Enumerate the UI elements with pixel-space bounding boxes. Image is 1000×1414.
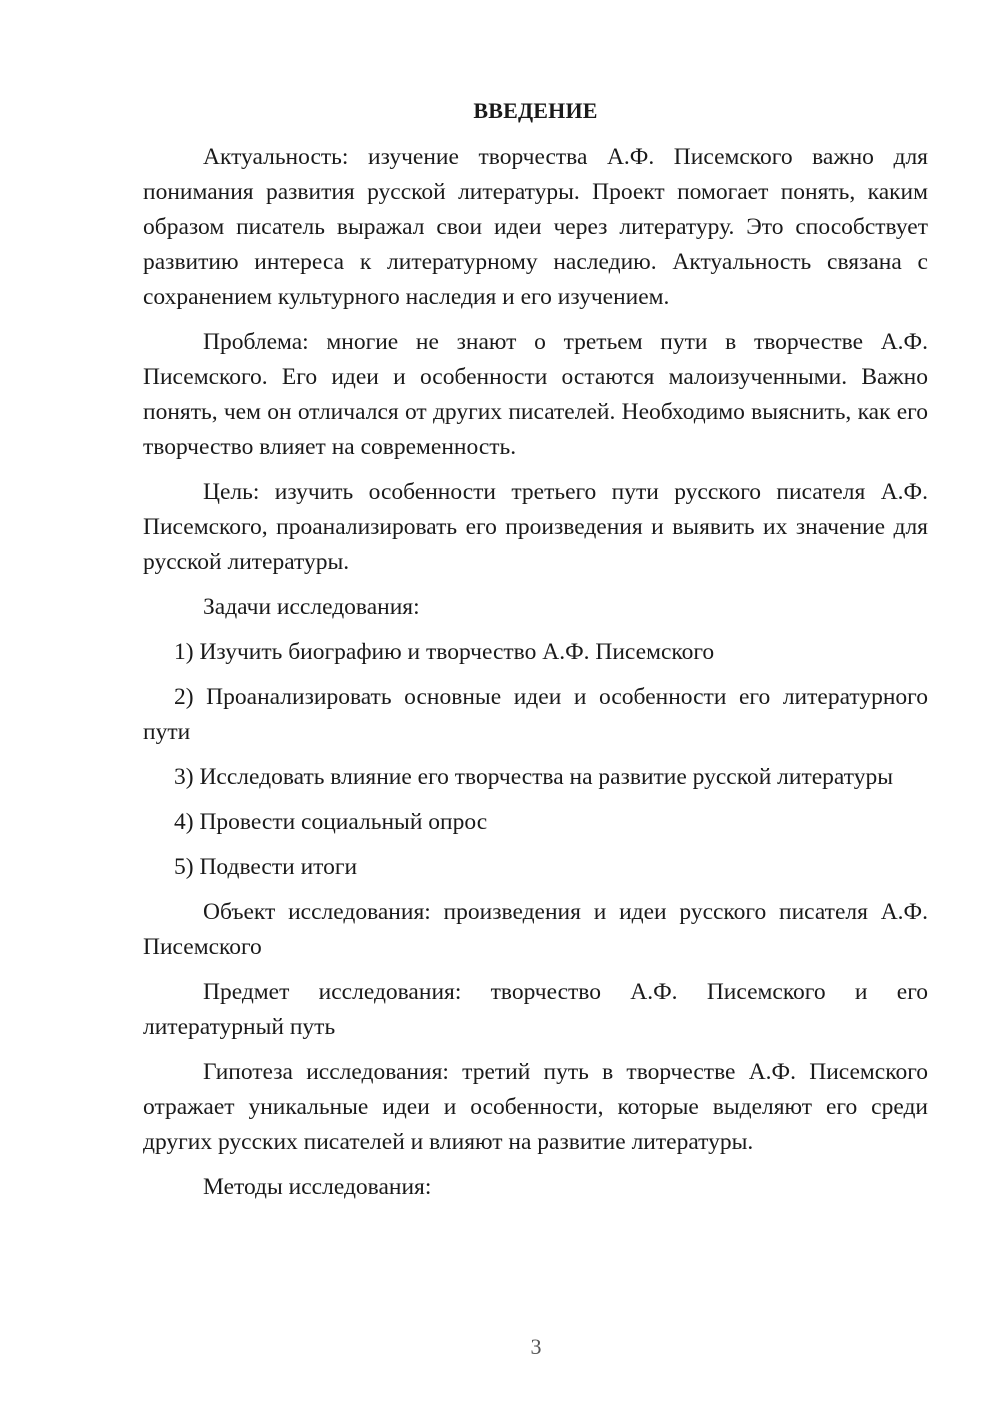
tasks-heading: Задачи исследования: — [203, 594, 420, 620]
task-item-2: 2) Проанализировать основные идеи и особенности его литературного пути — [143, 684, 928, 745]
task-item-4: 4) Провести социальный опрос — [174, 809, 488, 835]
methods-heading: Методы исследования: — [203, 1174, 432, 1200]
page-number: 3 — [530, 1334, 542, 1359]
task-item-3: 3) Исследовать влияние его творчества на развитие русской литературы — [174, 764, 893, 790]
paragraph-goal: Цель: изучить особенности третьего пути русского писателя А.Ф. Писемского, проанализировать его произведения и выявить их значение для русской литературы. — [143, 479, 928, 575]
task-item-1: 1) Изучить биографию и творчество А.Ф. Писемского — [174, 639, 715, 665]
paragraph-subject: Предмет исследования: творчество А.Ф. Писемского и его литературный путь — [143, 979, 928, 1040]
task-item-5: 5) Подвести итоги — [174, 854, 358, 880]
paragraph-object: Объект исследования: произведения и идеи русского писателя А.Ф. Писемского — [143, 899, 928, 960]
paragraph-problem: Проблема: многие не знают о третьем пути в творчестве А.Ф. Писемского. Его идеи и особенности остаются малоизученными. Важно понять, чем он отличался от других писателей. Необходимо выяснить, как его творчество влияет на современность. — [143, 329, 928, 460]
paragraph-hypothesis: Гипотеза исследования: третий путь в творчестве А.Ф. Писемского отражает уникальные идеи и особенности, которые выделяют его среди других русских писателей и влияют на развитие литературы. — [143, 1059, 928, 1155]
page-title: ВВЕДЕНИЕ — [473, 98, 598, 123]
paragraph-relevance: Актуальность: изучение творчества А.Ф. Писемского важно для понимания развития русской литературы. Проект помогает понять, каким образом писатель выражал свои идеи через литературу. Это способствует развитию интереса к литературному наследию. Актуальность связана с сохранением культурного наследия и его изучением. — [143, 144, 928, 310]
document-body — [143, 96, 928, 1215]
